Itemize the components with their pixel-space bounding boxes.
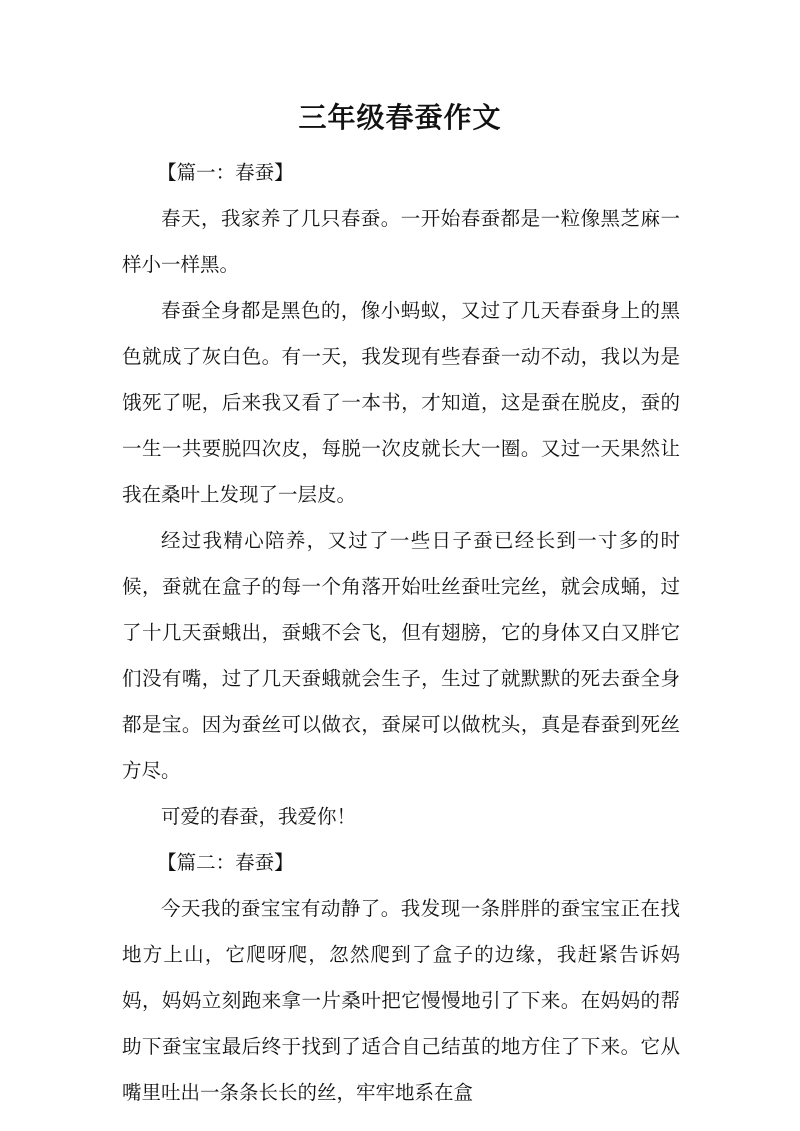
paragraph-5: 今天我的蚕宝宝有动静了。我发现一条胖胖的蚕宝宝正在找地方上山，它爬呀爬，忽然爬到了盒子的边缘，我赶紧告诉妈妈，妈妈立刻跑来拿一片桑叶把它慢慢地引了下来。在妈妈的帮助下蚕宝宝最后终于找到了适合自己结茧的地方住了下来。它从嘴里吐出一条条长长的丝，牢牢地系在盒 — [122, 897, 680, 1104]
section-heading-1: 【篇一：春蚕】 — [157, 161, 294, 184]
document-title: 三年级春蚕作文 — [298, 101, 502, 134]
paragraph-2: 春蚕全身都是黑色的，像小蚂蚁，又过了几天春蚕身上的黑色就成了灰白色。有一天，我发现有些春蚕一动不动，我以为是饿死了呢，后来我又看了一本书，才知道，这是蚕在脱皮，蚕的一生一共要脱四次皮，每脱一次皮就长大一圈。又过一天果然让我在桑叶上发现了一层皮。 — [122, 299, 680, 506]
paragraph-4: 可爱的春蚕，我爱你！ — [161, 805, 357, 828]
section-heading-2: 【篇二：春蚕】 — [157, 851, 294, 874]
document-body — [122, 150, 680, 1116]
paragraph-3: 经过我精心陪养，又过了一些日子蚕已经长到一寸多的时候，蚕就在盒子的每一个角落开始吐丝蚕吐完丝，就会成蛹，过了十几天蚕蛾出，蚕蛾不会飞，但有翅膀，它的身体又白又胖它们没有嘴，过了几天蚕蛾就会生子，生过了就默默的死去蚕全身都是宝。因为蚕丝可以做衣，蚕屎可以做枕头，真是春蚕到死丝方尽。 — [122, 529, 680, 782]
paragraph-1: 春天，我家养了几只春蚕。一开始春蚕都是一粒像黑芝麻一样小一样黑。 — [122, 207, 680, 276]
